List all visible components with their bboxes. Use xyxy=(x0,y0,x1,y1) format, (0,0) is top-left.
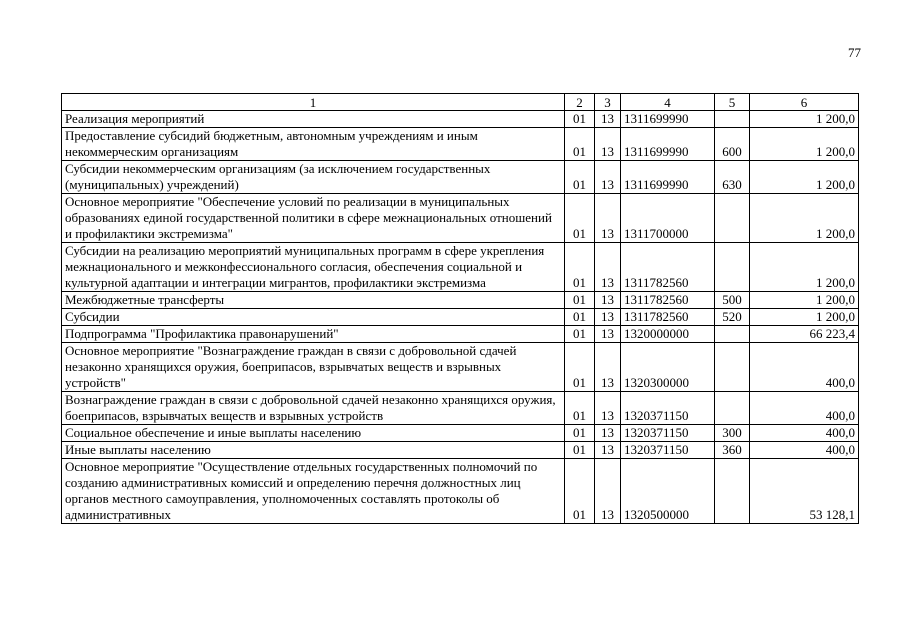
item-name: Иные выплаты населению xyxy=(62,442,565,459)
item-name: Субсидии некоммерческим организациям (за исключением государственных (муниципальных) учреждений) xyxy=(62,161,565,194)
subsection-code: 13 xyxy=(595,343,621,392)
subsection-code: 13 xyxy=(595,292,621,309)
section-code: 01 xyxy=(565,128,595,161)
expense-type-code xyxy=(715,459,750,524)
item-name: Социальное обеспечение и иные выплаты населению xyxy=(62,425,565,442)
amount: 1 200,0 xyxy=(750,111,859,128)
amount: 400,0 xyxy=(750,343,859,392)
subsection-code: 13 xyxy=(595,326,621,343)
expense-type-code xyxy=(715,111,750,128)
item-name: Реализация мероприятий xyxy=(62,111,565,128)
expense-type-code: 300 xyxy=(715,425,750,442)
table-row xyxy=(62,425,859,442)
expense-type-code: 360 xyxy=(715,442,750,459)
table-body xyxy=(62,111,859,524)
section-code: 01 xyxy=(565,425,595,442)
table-row xyxy=(62,442,859,459)
item-name: Подпрограмма "Профилактика правонарушений" xyxy=(62,326,565,343)
amount: 400,0 xyxy=(750,425,859,442)
section-code: 01 xyxy=(565,326,595,343)
budget-table xyxy=(61,93,859,524)
column-header: 5 xyxy=(715,94,750,111)
target-article-code: 1311699990 xyxy=(621,128,715,161)
amount: 400,0 xyxy=(750,442,859,459)
section-code: 01 xyxy=(565,309,595,326)
section-code: 01 xyxy=(565,459,595,524)
column-header: 4 xyxy=(621,94,715,111)
amount: 1 200,0 xyxy=(750,243,859,292)
expense-type-code xyxy=(715,326,750,343)
column-header: 6 xyxy=(750,94,859,111)
amount: 1 200,0 xyxy=(750,194,859,243)
section-code: 01 xyxy=(565,343,595,392)
table-row xyxy=(62,309,859,326)
target-article-code: 1311782560 xyxy=(621,243,715,292)
amount: 66 223,4 xyxy=(750,326,859,343)
column-header: 2 xyxy=(565,94,595,111)
target-article-code: 1311700000 xyxy=(621,194,715,243)
target-article-code: 1320500000 xyxy=(621,459,715,524)
item-name: Основное мероприятие "Осуществление отдельных государственных полномочий по созданию административных комиссий и определению перечня должностных лиц органов местного самоуправления, уполномоченных составлять протоколы об административных xyxy=(62,459,565,524)
column-header: 1 xyxy=(62,94,565,111)
expense-type-code xyxy=(715,343,750,392)
target-article-code: 1320300000 xyxy=(621,343,715,392)
item-name: Вознаграждение граждан в связи с добровольной сдачей незаконно хранящихся оружия, боеприпасов, взрывчатых веществ и взрывных устройств xyxy=(62,392,565,425)
subsection-code: 13 xyxy=(595,161,621,194)
expense-type-code xyxy=(715,243,750,292)
section-code: 01 xyxy=(565,292,595,309)
section-code: 01 xyxy=(565,161,595,194)
target-article-code: 1320371150 xyxy=(621,392,715,425)
subsection-code: 13 xyxy=(595,243,621,292)
column-header: 3 xyxy=(595,94,621,111)
table-row xyxy=(62,128,859,161)
target-article-code: 1311782560 xyxy=(621,309,715,326)
subsection-code: 13 xyxy=(595,442,621,459)
section-code: 01 xyxy=(565,111,595,128)
subsection-code: 13 xyxy=(595,128,621,161)
target-article-code: 1320371150 xyxy=(621,442,715,459)
table-row xyxy=(62,161,859,194)
expense-type-code: 600 xyxy=(715,128,750,161)
table-row xyxy=(62,459,859,524)
section-code: 01 xyxy=(565,392,595,425)
table-row xyxy=(62,343,859,392)
subsection-code: 13 xyxy=(595,392,621,425)
target-article-code: 1320000000 xyxy=(621,326,715,343)
expense-type-code xyxy=(715,392,750,425)
table-row xyxy=(62,194,859,243)
item-name: Предоставление субсидий бюджетным, автономным учреждениям и иным некоммерческим организациям xyxy=(62,128,565,161)
subsection-code: 13 xyxy=(595,459,621,524)
expense-type-code: 630 xyxy=(715,161,750,194)
table-row xyxy=(62,392,859,425)
expense-type-code: 500 xyxy=(715,292,750,309)
subsection-code: 13 xyxy=(595,194,621,243)
amount: 1 200,0 xyxy=(750,161,859,194)
section-code: 01 xyxy=(565,243,595,292)
expense-type-code xyxy=(715,194,750,243)
item-name: Межбюджетные трансферты xyxy=(62,292,565,309)
table-row xyxy=(62,243,859,292)
subsection-code: 13 xyxy=(595,111,621,128)
table-row xyxy=(62,292,859,309)
amount: 53 128,1 xyxy=(750,459,859,524)
amount: 1 200,0 xyxy=(750,309,859,326)
subsection-code: 13 xyxy=(595,425,621,442)
page-number: 77 xyxy=(848,45,861,60)
item-name: Субсидии на реализацию мероприятий муниципальных программ в сфере укрепления межнационального и межконфессионального согласия, обеспечения социальной и культурной адаптации и интеграции мигрантов, профилактики экстремизма xyxy=(62,243,565,292)
table-row xyxy=(62,111,859,128)
item-name: Субсидии xyxy=(62,309,565,326)
amount: 1 200,0 xyxy=(750,128,859,161)
target-article-code: 1311699990 xyxy=(621,161,715,194)
section-code: 01 xyxy=(565,194,595,243)
amount: 400,0 xyxy=(750,392,859,425)
amount: 1 200,0 xyxy=(750,292,859,309)
table-row xyxy=(62,326,859,343)
subsection-code: 13 xyxy=(595,309,621,326)
header-row xyxy=(62,94,859,111)
target-article-code: 1311699990 xyxy=(621,111,715,128)
item-name: Основное мероприятие "Обеспечение условий по реализации в муниципальных образованиях единой государственной политики в сфере межнациональных отношений и профилактики экстремизма" xyxy=(62,194,565,243)
section-code: 01 xyxy=(565,442,595,459)
target-article-code: 1320371150 xyxy=(621,425,715,442)
expense-type-code: 520 xyxy=(715,309,750,326)
item-name: Основное мероприятие "Вознаграждение граждан в связи с добровольной сдачей незаконно хранящихся оружия, боеприпасов, взрывчатых веществ и взрывных устройств" xyxy=(62,343,565,392)
target-article-code: 1311782560 xyxy=(621,292,715,309)
